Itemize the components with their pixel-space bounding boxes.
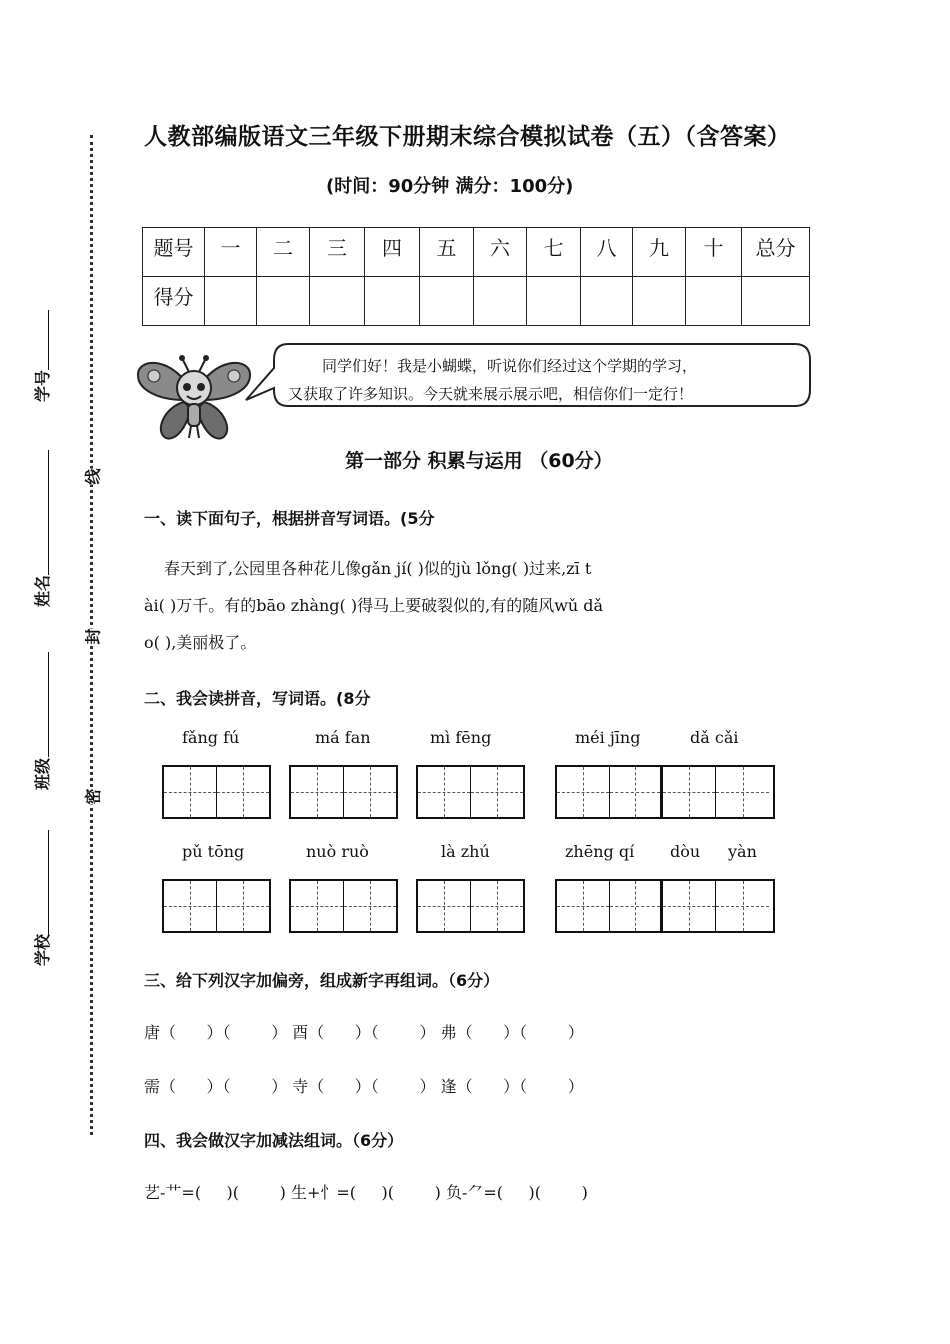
col-8: 八 bbox=[581, 228, 633, 277]
q2-title: 二、我会读拼音，写词语。(8分 bbox=[144, 689, 371, 708]
writing-grid[interactable] bbox=[289, 765, 398, 819]
q1-line-1: 春天到了,公园里各种花儿像gǎn jí( )似的jù lǒng( )过来,zī t bbox=[164, 559, 592, 578]
school-label: 学校 bbox=[33, 933, 52, 966]
pinyin-label: má fan bbox=[315, 728, 371, 747]
col-5: 五 bbox=[420, 228, 474, 277]
bubble-line-2: 又获取了许多知识。今天就来展示展示吧，相信你们一定行！ bbox=[288, 385, 694, 403]
score-table-header-row bbox=[143, 228, 810, 277]
score-cell[interactable] bbox=[633, 277, 686, 326]
pinyin-label: mì fēng bbox=[430, 728, 492, 747]
student-name-label: 姓名 bbox=[33, 574, 52, 607]
speech-bubble-text bbox=[288, 352, 808, 408]
score-cell[interactable] bbox=[420, 277, 474, 326]
writing-grid[interactable] bbox=[555, 879, 775, 933]
writing-grid[interactable] bbox=[162, 765, 271, 819]
writing-grid[interactable] bbox=[289, 879, 398, 933]
score-cell[interactable] bbox=[686, 277, 742, 326]
col-total: 总分 bbox=[742, 228, 810, 277]
exam-title: 人教部编版语文三年级下册期末综合模拟试卷（五）（含答案） bbox=[144, 124, 791, 150]
section-1-title: 第一部分 积累与运用 （60分） bbox=[345, 450, 613, 472]
writing-grid[interactable] bbox=[416, 765, 525, 819]
score-table-score-row bbox=[143, 277, 810, 326]
col-6: 六 bbox=[474, 228, 527, 277]
score-cell[interactable] bbox=[310, 277, 365, 326]
score-table bbox=[142, 227, 810, 326]
score-cell[interactable] bbox=[581, 277, 633, 326]
col-9: 九 bbox=[633, 228, 686, 277]
q1-line-3: o( ),美丽极了。 bbox=[144, 633, 257, 652]
writing-grid[interactable] bbox=[416, 879, 525, 933]
q1-line-2: ài( )万千。有的bāo zhàng( )得马上要破裂似的,有的随风wǔ dǎ bbox=[144, 596, 604, 615]
col-4: 四 bbox=[365, 228, 420, 277]
school-underline bbox=[48, 830, 49, 935]
butterfly-mascot-icon bbox=[134, 352, 254, 442]
question-number-label: 题号 bbox=[143, 228, 205, 277]
pinyin-label: dòu bbox=[670, 842, 701, 861]
score-cell[interactable] bbox=[474, 277, 527, 326]
student-number-underline bbox=[48, 310, 49, 370]
score-label: 得分 bbox=[143, 277, 205, 326]
bubble-line-1: 同学们好！我是小蝴蝶，听说你们经过这个学期的学习， bbox=[322, 357, 698, 375]
seal-line-char: 线 bbox=[78, 468, 107, 484]
col-1: 一 bbox=[205, 228, 257, 277]
student-number-label: 学号 bbox=[33, 369, 52, 402]
class-underline bbox=[48, 652, 49, 757]
writing-grid[interactable] bbox=[555, 765, 775, 819]
score-cell[interactable] bbox=[742, 277, 810, 326]
pinyin-label: là zhú bbox=[441, 842, 490, 861]
q3-title: 三、给下列汉字加偏旁，组成新字再组词。（6分） bbox=[144, 971, 500, 990]
pinyin-label: yàn bbox=[728, 842, 757, 861]
writing-grid[interactable] bbox=[162, 879, 271, 933]
pinyin-label: pǔ tōng bbox=[182, 842, 245, 861]
q3-row-2: 需（ ）（ ） 寺（ ）（ ） 逢（ ）（ ） bbox=[144, 1077, 584, 1096]
q4-title: 四、我会做汉字加减法组词。（6分） bbox=[144, 1131, 404, 1150]
q1-title: 一、读下面句子，根据拼音写词语。(5分 bbox=[144, 509, 435, 528]
seal-seal-char: 封 bbox=[78, 628, 107, 644]
seal-secret-char: 密 bbox=[78, 788, 107, 804]
col-7: 七 bbox=[527, 228, 581, 277]
col-3: 三 bbox=[310, 228, 365, 277]
score-cell[interactable] bbox=[365, 277, 420, 326]
pinyin-label: dǎ cǎi bbox=[690, 728, 739, 747]
col-2: 二 bbox=[257, 228, 310, 277]
pinyin-label: méi jīng bbox=[575, 728, 641, 747]
student-name-underline bbox=[48, 450, 49, 575]
pinyin-label: zhēng qí bbox=[565, 842, 635, 861]
score-cell[interactable] bbox=[257, 277, 310, 326]
q4-row-1: 艺-艹=( )( ) 生+忄=( )( ) 负-⺈=( )( ) bbox=[144, 1183, 588, 1202]
class-label: 班级 bbox=[33, 757, 52, 790]
col-10: 十 bbox=[686, 228, 742, 277]
pinyin-label: nuò ruò bbox=[306, 842, 369, 861]
q3-row-1: 唐（ ）（ ） 酉（ ）（ ） 弗（ ）（ ） bbox=[144, 1023, 584, 1042]
pinyin-label: fǎng fú bbox=[182, 728, 240, 747]
score-cell[interactable] bbox=[205, 277, 257, 326]
score-cell[interactable] bbox=[527, 277, 581, 326]
exam-subtitle: (时间：90分钟 满分：100分) bbox=[326, 176, 574, 197]
